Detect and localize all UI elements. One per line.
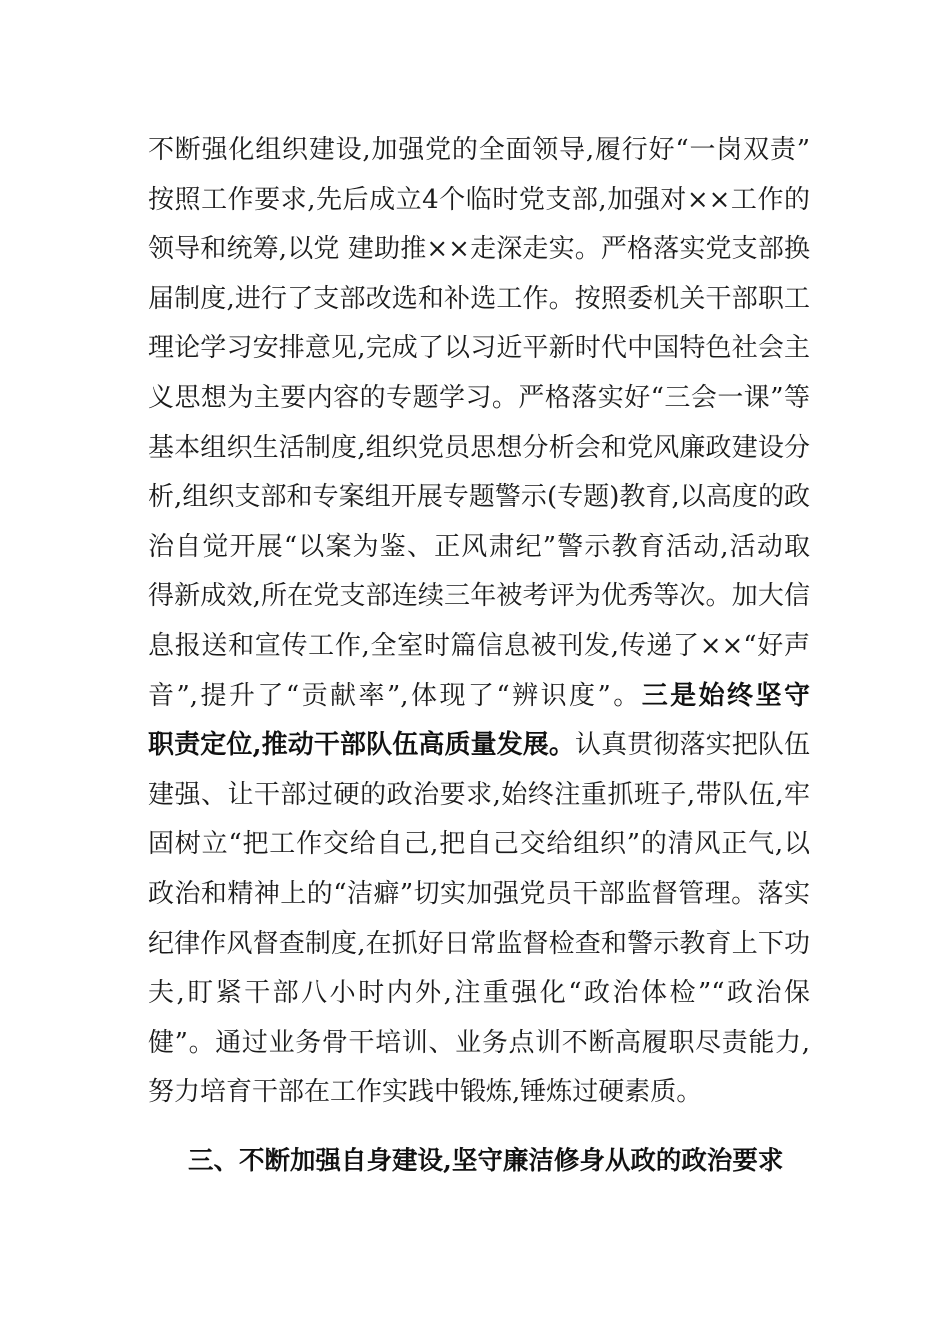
- text-line: 健”。通过业务骨干培训、业务点训不断高履职尽责能力,: [148, 1027, 810, 1058]
- text-line: 义思想为主要内容的专题学习。严格落实好“三会一课”等: [148, 382, 810, 413]
- text-line: 固树立“把工作交给自己,把自己交给组织”的清风正气,以: [148, 829, 810, 860]
- text-run: 认真贯彻落实把队伍: [575, 730, 810, 761]
- text-line: 领导和统筹,以党 建助推××走深走实。严格落实党支部换: [148, 234, 810, 265]
- text-line: 基本组织生活制度,组织党员思想分析会和党风廉政建设分: [148, 432, 810, 463]
- text-line: 理论学习安排意见,完成了以习近平新时代中国特色社会主: [148, 333, 810, 364]
- text-line: 析,组织支部和专案组开展专题警示(专题)教育,以高度的政: [148, 482, 810, 513]
- text-line: 得新成效,所在党支部连续三年被考评为优秀等次。加大信: [148, 581, 810, 612]
- text-line: 届制度,进行了支部改选和补选工作。按照委机关干部职工: [148, 283, 810, 314]
- text-line: 纪律作风督查制度,在抓好日常监督检查和警示教育上下功: [148, 928, 810, 959]
- text-run: 音”,提升了“贡献率”,体现了“辨识度”。: [148, 680, 642, 711]
- text-line: 息报送和宣传工作,全室时篇信息被刊发,传递了××“好声: [148, 630, 810, 661]
- text-line: 按照工作要求,先后成立4个临时党支部,加强对××工作的: [148, 184, 810, 215]
- text-line-mixed: [148, 672, 810, 722]
- bold-lead-in: 职责定位,推动干部队伍高质量发展。: [148, 730, 576, 761]
- body-paragraph: [148, 126, 810, 1118]
- text-line: 政治和精神上的“洁癖”切实加强党员干部监督管理。落实: [148, 878, 810, 909]
- text-line: 建强、让干部过硬的政治要求,始终注重抓班子,带队伍,牢: [148, 779, 810, 810]
- text-line: 夫,盯紧干部八小时内外,注重强化“政治体检”“政治保: [148, 978, 810, 1009]
- text-line: 不断强化组织建设,加强党的全面领导,履行好“一岗双责”: [148, 135, 810, 165]
- text-line-mixed: [148, 721, 810, 771]
- bold-lead-in: 三是始终坚守: [641, 680, 810, 711]
- text-line: 治自觉开展“以案为鉴、正风肃纪”警示教育活动,活动取: [148, 531, 810, 562]
- section-heading: 三、不断加强自身建设,坚守廉洁修身从政的政治要求: [188, 1146, 784, 1176]
- text-line: 努力培育干部在工作实践中锻炼,锤炼过硬素质。: [148, 1077, 703, 1108]
